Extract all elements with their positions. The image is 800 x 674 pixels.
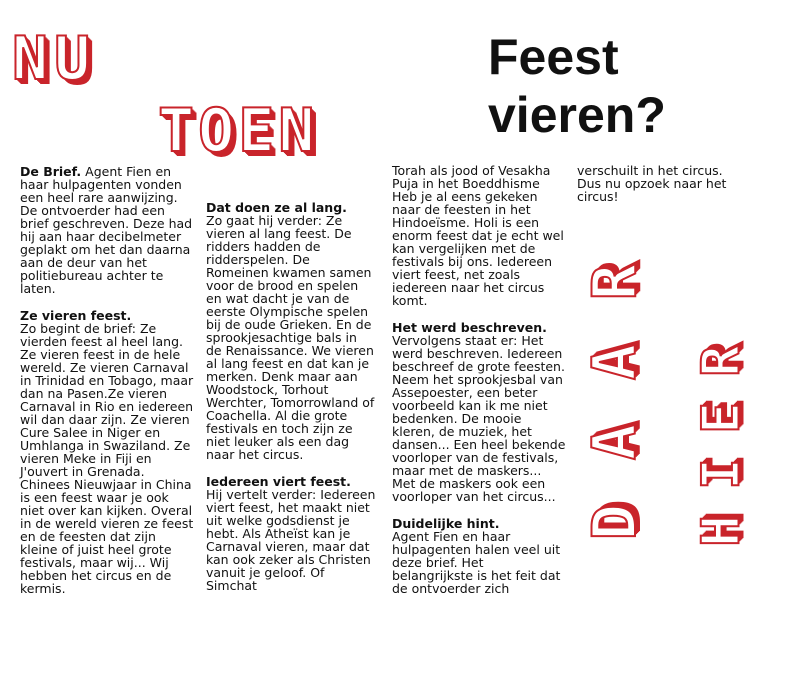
daar-letter: A <box>580 343 650 381</box>
paragraph-text: Agent Fien en haar hulpagenten halen veel uit deze brief. Het belangrijkste is het feit dat de ontvoerder zich <box>392 529 561 596</box>
text-column-3 <box>392 164 568 595</box>
section-heading: De Brief. <box>20 164 82 179</box>
hier-letter: I <box>692 458 752 490</box>
paragraph <box>20 165 196 295</box>
paragraph-text: Zo begint de brief: Ze vierden feest al heel lang. Ze vieren feest in de hele wereld. Ze vieren Carnaval in Trinidad en Tobago, maar dan na Pasen.Ze vieren Carnaval in Rio en iedereen wil dan daar zijn. Ze vieren Cure Salee in Niger en Umhlanga in Swaziland. Ze vieren Meke in Fiji en J'ouvert in Grenada. Chinees Nieuwjaar in China is een feest waar je ook niet over kan kijken. Overal in de wereld vieren ze feest en de feesten dat zijn kleine of juist heel grote festivals, maar wij... Wij hebben het circus en de kermis. <box>20 321 194 596</box>
hier-decorative-vertical-title <box>694 335 750 557</box>
daar-letter: A <box>580 423 650 461</box>
daar-letter: D <box>580 503 650 541</box>
hier-letter: R <box>692 345 752 377</box>
paragraph-text: Vervolgens staat er: Het werd beschreven. Iedereen beschreef de grote feesten. Neem het sprookjesbal van Assepoester, een beter voorbeeld kan ik me niet bedenken. De mooie kleren, de muziek, het dansen... Een heel bekende voorloper van de festivals, maar met de maskers... Met de maskers ook een voorloper van het circus... <box>392 333 566 504</box>
section-heading: Ze vieren feest. <box>20 308 132 323</box>
section-heading: Het werd beschreven. <box>392 320 547 335</box>
paragraph-text: verschuilt in het circus. Dus nu opzoek naar het circus! <box>577 163 727 204</box>
paragraph-text: Torah als jood of Vesakha Puja in het Boeddhisme Heb je al eens gekeken naar de feesten in het Hindoeïsme. Holi is een enorm feest dat je echt wel kan vergelijken met de festivals bij ons. Iedereen viert feest, net zoals iedereen naar het circus komt. <box>392 163 564 308</box>
hier-letter: E <box>692 402 752 434</box>
paragraph-text: Hij vertelt verder: Iedereen viert feest, het maakt niet uit welke godsdienst je hebt. Als Atheïst kan je Carnaval vieren, maar dat kan ook zeker als Christen vanuit je geloof. Of Simchat <box>206 487 376 593</box>
section-heading: Duidelijke hint. <box>392 516 500 531</box>
text-column-4 <box>577 164 747 203</box>
hier-letter: H <box>692 515 752 547</box>
daar-letter: R <box>580 263 650 301</box>
section-heading: Iedereen viert feest. <box>206 474 351 489</box>
title-line-1: Feest <box>488 29 619 85</box>
text-column-2 <box>206 201 376 592</box>
title-line-2: vieren? <box>488 87 666 143</box>
text-column-1 <box>20 165 196 595</box>
paragraph-text: Zo gaat hij verder: Ze vieren al lang feest. De ridders hadden de ridderspelen. De Romeinen kwamen samen voor de brood en spelen en wat dacht je van de eerste Olympische spelen bij de oude Grieken. En de sprookjesachtige bals in de Renaissance. We vieren al lang feest en dat kan je merken. Denk maar aan Woodstock, Torhout Werchter, Tomorrowland of Coachella. Al die grote festivals en toch zijn ze niet leuker als een dag naar het circus. <box>206 213 375 462</box>
page-title <box>488 28 666 144</box>
nu-decorative-title: NU <box>12 24 97 94</box>
daar-decorative-vertical-title <box>580 252 650 552</box>
toen-decorative-title: TOEN <box>158 96 319 166</box>
paragraph-text: Agent Fien en haar hulpagenten vonden een heel rare aanwijzing. De ontvoerder had een brief geschreven. Deze had hij aan haar decibelmeter geplakt om het dan daarna aan de deur van het politiebureau achter te laten. <box>20 164 193 296</box>
section-heading: Dat doen ze al lang. <box>206 200 347 215</box>
